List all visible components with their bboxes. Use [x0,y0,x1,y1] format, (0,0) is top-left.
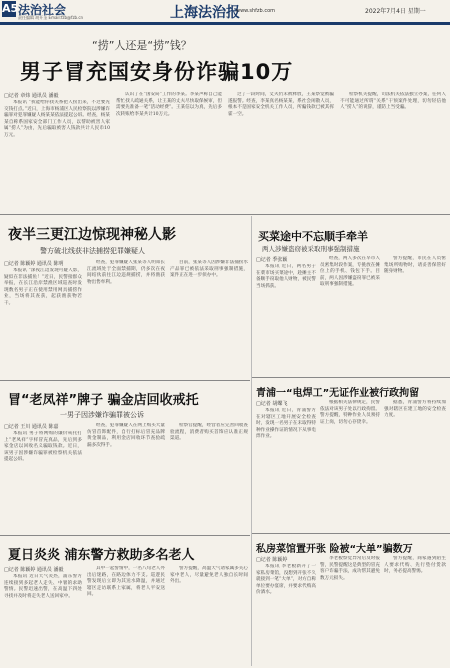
header-rule [0,24,450,25]
story-restaurant-byline: □记者 陈颖婷 [256,557,288,563]
page-number: A5 [2,2,19,15]
story-night-river-col-2: 经查，犯罪嫌疑人张某等人明知长江流域处于全面禁捕期，仍多次在夜间结伙前往江边违规捕捞，并将渔获物出售牟利。 [87,260,165,285]
story-heat-rescue-byline: □记者 陈颖婷 通讯员 潘毅 [4,567,64,573]
lead-column-4: 检察机关提醒，司法机关依法独立办案，任何人不可能通过所谓“关系”干预案件处理，切勿轻信他人“捞人”的说辞，谨防上当受骗。 [340,92,446,110]
section-title: 法治社会 [18,3,67,17]
story-shoplifting-headline: 买菜途中不忘顺手牵羊 [258,230,368,243]
story-fake-brand-col-3: 检察官提醒，经营者应完善回收查验流程，消费者购买首饰应认准正规渠道。 [170,423,248,441]
story-heat-rescue-col-3: 警方提醒，高温天气请家属多关心家中老人，尽量避免老人独自长时间外出。 [170,566,248,584]
story-night-river-byline: □记者 陈颖婷 通讯员 陈明 [4,261,64,267]
lead-headline: 男子冒充国安身份诈骗10万 [20,60,294,84]
story-night-river-subtitle: 警方破北线获非法捕捞犯罪嫌疑人 [40,247,145,255]
issue-date: 2022年7月4日 星期一 [365,8,426,15]
story-fake-brand-subtitle: 一男子因涉嫌诈骗罪被公诉 [60,411,144,419]
story-shoplifting-subtitle: 两人涉嫌盗窃被采取刑事强制措施 [262,245,360,253]
story-fake-brand-byline: □记者 王川 通讯员 陈嘉 [4,424,59,430]
story-heat-rescue-col-2: 其中一起警情中，一名八旬老人外出后迷路，在路边体力不支。巡逻民警发现后立即为其送水降温，并通过辖区走访联系上家属，将老人平安送回。 [87,566,165,597]
divider-5 [252,533,450,534]
divider-2 [0,380,250,381]
story-fake-brand-headline: 冒“老凤祥”牌子 骗金店回收戒托 [8,393,199,408]
story-heat-rescue-headline: 夏日炎炎 浦东警方救助多名老人 [8,548,195,563]
story-restaurant-col-3: 警方提醒，商家遇到陌生人要求代购、先行垫付货款时，务必提高警惕。 [384,556,446,574]
lead-byline: □记者 章炜 通讯员 潘毅 [4,93,59,99]
story-night-river-col-3: 目前，张某等人因涉嫌非法捕捞水产品罪已被依法采取刑事强制措施，案件正在进一步侦办中。 [170,260,248,278]
story-welder-headline: 青浦一“电焊工”无证作业被行政拘留 [256,388,420,399]
story-welder-byline: □记者 胡蝶飞 [256,401,288,407]
story-restaurant-col-1: 本报讯 李老板新开了一家私房菜馆，没想到开张不久就接到一笔“大单”，对方自称单位要办宴席，并要求代购高价酒水。 [256,564,316,595]
story-fake-brand-col-2: 经查，犯罪嫌疑人在网上购买大量仿冒首饰配件，自行打标后冒充品牌黄金制品，利用金店回收环节查验疏漏多次得手。 [87,423,165,448]
story-night-river-col-1: 本报讯 “深夜江边发现可疑人影，疑似在非法捕鱼！”近日，民警接群众举报，在长江沿岸禁渔区域巡查时发现数名男子正在使用禁用网具捕捞作业，当场将其查获，起获渔获物若干。 [4,268,82,306]
newspaper-url: www.shfzb.com [236,8,275,14]
story-welder-col-3: 据悉，青浦警方将持续加强对辖区在建工地的安全检查力度。 [384,400,446,418]
column-divider [251,216,252,666]
story-fake-brand-col-1: 本报讯 男子将网购的廉价戒托打上“老凤祥”字样冒充真品，先后到多家金店以回收名义骗取钱款。近日，该男子因涉嫌诈骗罪被检察机关依法提起公诉。 [4,431,82,462]
lead-column-1: 本报讯 “我能给你找关系把人捞出来，不过要先交钱打点。”近日，上海市杨浦区人民检察院以涉嫌诈骗罪对犯罪嫌疑人杨某某依法提起公诉。经查，杨某某自称系国家安全部门工作人员，以帮助被害人家属“捞人”为由，先后骗取被害人钱款共计人民币10万元。 [4,100,110,138]
lead-column-2: 认识了在“国安局”工作的李某。李某声称自己能帮忙找人疏通关系，让王某的丈夫尽快取保候审，但需要先准备一笔“活动经费”。王某信以为真，先后多次转账给李某共计10万元。 [116,92,222,117]
story-shoplifting-col-3: 警方提醒，市民在人员密集场所购物时，请妥善保管好随身财物。 [384,256,446,274]
lead-column-3: 过了一段时间，丈夫仍未被释放，王某察觉被骗遂报警。经查，李某真名杨某某，系社会闲散人员，根本不是国家安全机关工作人员，所骗钱款已被其挥霍一空。 [228,92,334,117]
story-shoplifting-col-2: 经查，两人多次在早市人员密集时段作案，专挑放在摊位上的手机、钱包下手。目前，两人因涉嫌盗窃罪已被采取刑事强制措施。 [320,256,380,287]
story-night-river-headline: 夜半三更江边惊现神秘人影 [8,227,176,243]
story-shoplifting-byline: □记者 季张颖 [256,257,288,263]
story-restaurant-headline: 私房菜馆置开张 险被“大单”骗数万 [256,544,413,555]
story-welder-col-2: 根据相关法律规定，民警依法对该男子处以行政拘留。警方提醒，特种作业人员须持证上岗，切勿心存侥幸。 [320,400,380,425]
story-restaurant-col-2: 李老板察觉异常后及时报警，民警提醒这是典型的冒充客户诈骗手法，成功帮其避免数万元损失。 [320,556,380,581]
newspaper-name: 上海法治报 [170,5,240,21]
lead-divider [0,214,450,215]
story-heat-rescue-col-1: 本报讯 近日天气炎热，浦东警方连续接到多起老人走失、中暑的求助警情。民警迅速出警，在高温下四处寻找并及时将走失老人送回家中。 [4,574,82,599]
story-shoplifting-col-1: 本报讯 近日，两名男子在菜市场买菜途中，趁摊主不备顺手窃取他人财物，被民警当场抓获。 [256,264,316,289]
divider-3 [0,535,250,536]
divider-4 [252,377,450,378]
editor-info: 责任编辑 胡开圣 Email:fzb@fzb.cn [18,15,84,20]
lead-kicker: “捞”人还是“捞”钱？ [92,39,192,52]
story-welder-col-1: 本报讯 近日，青浦警方在对辖区工地开展安全检查时，发现一名男子在未取得特种作业操作证的情况下从事电焊作业。 [256,408,316,439]
